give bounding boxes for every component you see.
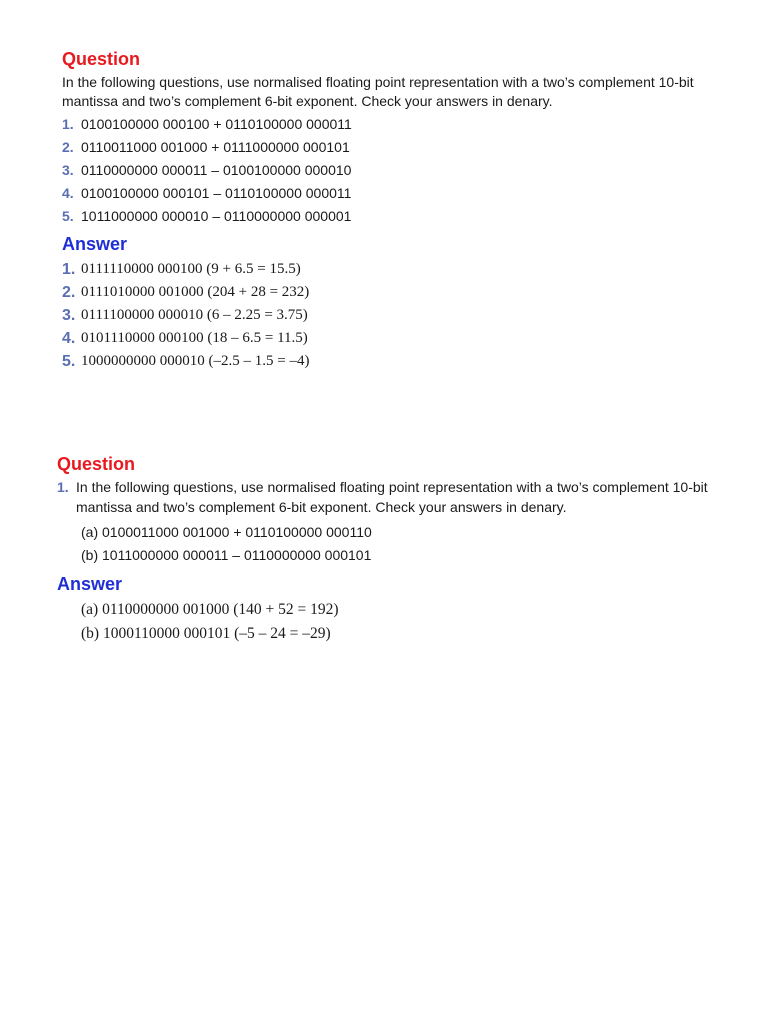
item-number: 3.: [62, 307, 76, 324]
answer-item: (b) 1000110000 000101 (–5 – 24 = –29): [81, 625, 331, 642]
question-text: 0100100000 000101 – 0110100000 000011: [81, 185, 352, 201]
answer-heading: Answer: [62, 234, 128, 254]
question-parts: [81, 521, 737, 567]
question-item: [62, 136, 732, 159]
answer-list: [81, 598, 737, 646]
question-text: 0110011000 001000 + 0111000000 000101: [81, 139, 350, 155]
question-list: [62, 113, 732, 228]
item-number: 3.: [62, 162, 74, 178]
question-heading: Question: [62, 49, 141, 69]
answer-text: 0111100000 000010 (6 – 2.25 = 3.75): [81, 307, 308, 323]
question-block-2: [57, 453, 737, 646]
question-text: In the following questions, use normalised floating point representation with a two’s complement 10-bit mantissa and two’s complement 6-bit exponent. Check your answers in denary.: [76, 479, 708, 515]
question-heading: Question: [57, 454, 136, 474]
item-number: 2.: [62, 284, 76, 301]
question-item: [57, 478, 737, 517]
answer-heading: Answer: [57, 574, 123, 594]
answer-item: [62, 304, 732, 327]
question-item: [62, 182, 732, 205]
item-number: 2.: [62, 139, 74, 155]
question-item: [62, 205, 732, 228]
question-part: (a) 0100011000 001000 + 0110100000 000110: [81, 524, 372, 540]
item-number: 5.: [62, 353, 76, 370]
item-number: 5.: [62, 208, 74, 224]
answer-text: 1000000000 000010 (–2.5 – 1.5 = –4): [81, 353, 310, 369]
item-number: 4.: [62, 330, 76, 347]
answer-list: [62, 258, 732, 373]
item-number: 4.: [62, 185, 74, 201]
answer-text: 0111110000 000100 (9 + 6.5 = 15.5): [81, 261, 301, 277]
question-part: (b) 1011000000 000011 – 0110000000 000101: [81, 547, 372, 563]
question-intro: In the following questions, use normalised floating point representation with a two’s complement 10-bit mantissa and two’s complement 6-bit exponent. Check your answers in denary.: [62, 74, 694, 109]
question-item: [62, 113, 732, 136]
item-number: 1.: [62, 116, 74, 132]
question-text: 0100100000 000100 + 0110100000 000011: [81, 116, 352, 132]
question-block-1: [62, 48, 732, 373]
answer-item: [62, 258, 732, 281]
question-text: 0110000000 000011 – 0100100000 000010: [81, 162, 352, 178]
answer-item: (a) 0110000000 001000 (140 + 52 = 192): [81, 601, 339, 618]
question-text: 1011000000 000010 – 0110000000 000001: [81, 208, 352, 224]
question-item: [62, 159, 732, 182]
answer-text: 0111010000 001000 (204 + 28 = 232): [81, 284, 310, 300]
answer-item: [62, 281, 732, 304]
item-number: 1.: [57, 479, 69, 495]
item-number: 1.: [62, 261, 76, 278]
answer-item: [62, 350, 732, 373]
answer-item: [62, 327, 732, 350]
answer-text: 0101110000 000100 (18 – 6.5 = 11.5): [81, 330, 308, 346]
